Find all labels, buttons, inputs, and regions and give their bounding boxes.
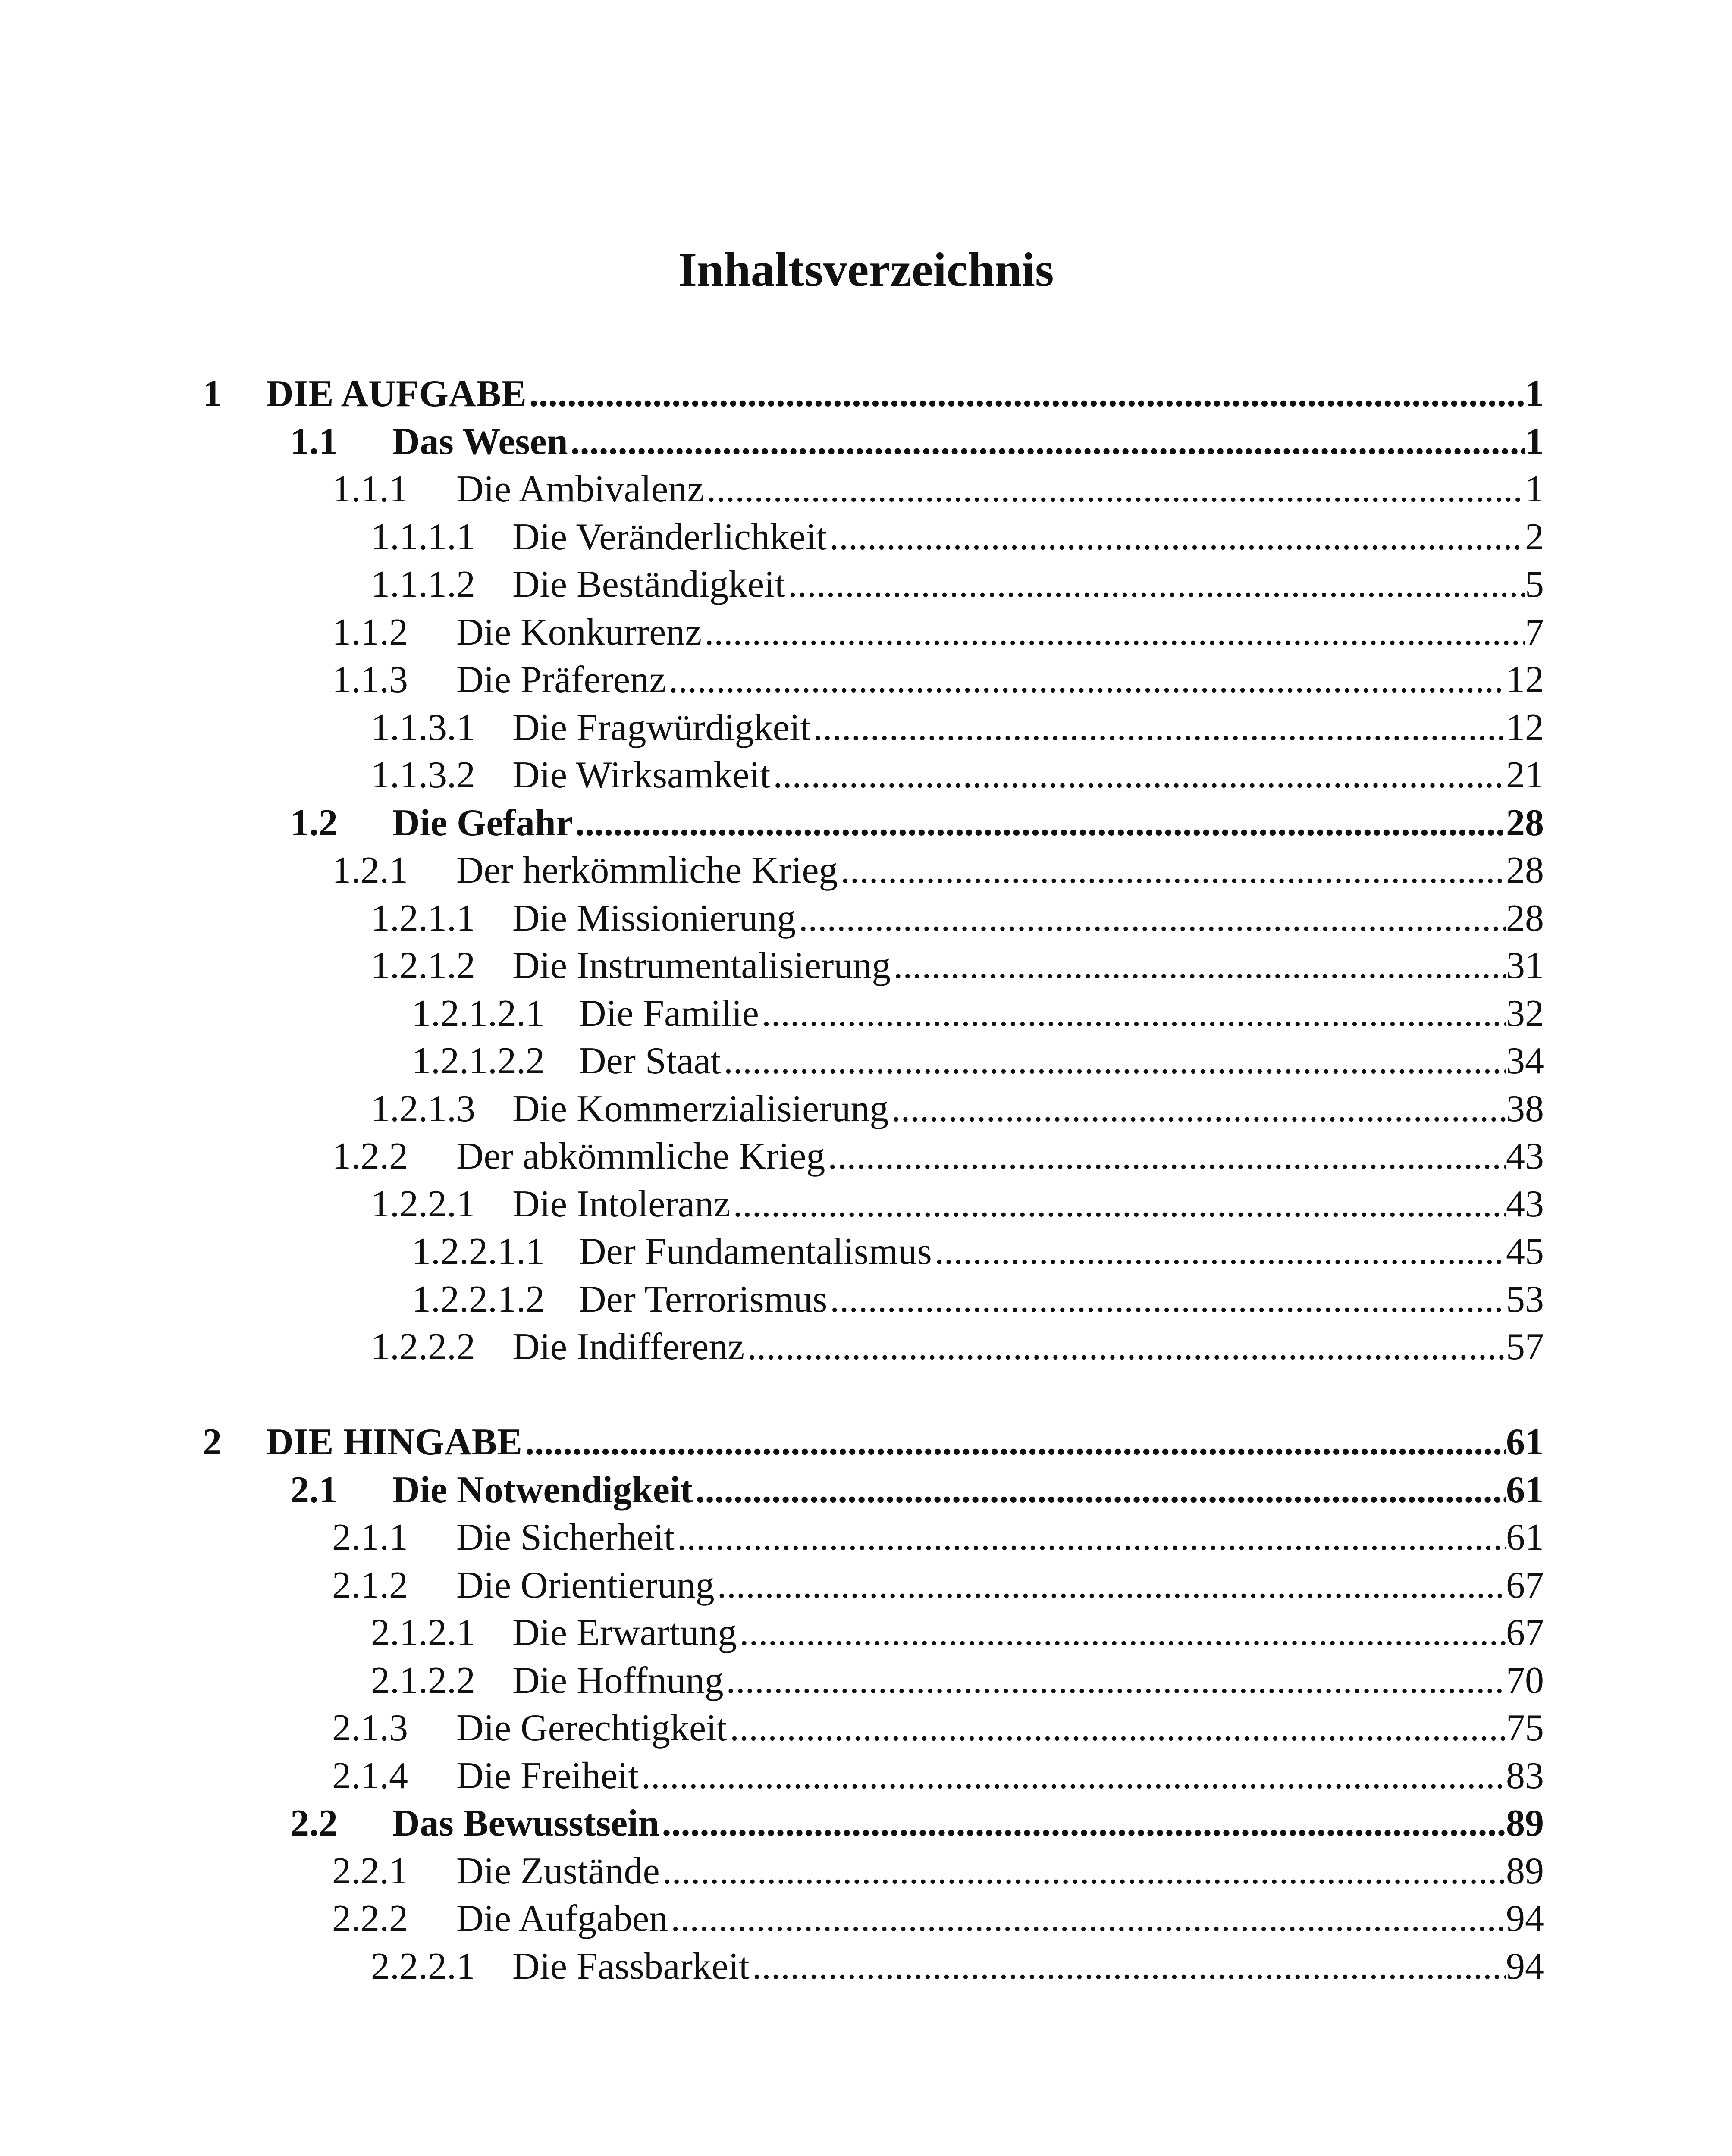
toc-entry-number: 1.1.3.1	[371, 706, 475, 749]
dot-leader	[827, 513, 1525, 561]
toc-entry-title: Die Gerechtigkeit	[456, 1707, 727, 1749]
toc-entry-page-number: 38	[1506, 1087, 1544, 1130]
toc-entry[interactable]	[0, 1704, 1732, 1752]
toc-entry-number: 1.2	[290, 802, 338, 844]
toc-entry-number: 2.1.2.1	[371, 1612, 475, 1654]
toc-entry-page-number: 7	[1525, 611, 1544, 653]
dot-leader	[721, 1037, 1506, 1085]
toc-entry-page-number: 1	[1525, 373, 1544, 415]
dot-leader	[639, 1752, 1506, 1800]
toc-entry[interactable]	[0, 799, 1732, 847]
dot-leader	[750, 1943, 1506, 1990]
dot-leader	[731, 1180, 1506, 1228]
toc-entry-title: Die Präferenz	[456, 659, 666, 701]
toc-entry-title: Die Fassbarkeit	[512, 1945, 750, 1987]
dot-leader	[568, 418, 1525, 466]
toc-entry[interactable]	[0, 656, 1732, 704]
toc-entry-title: Die Beständigkeit	[512, 564, 785, 605]
toc-entry-number: 1.2.2.1	[371, 1183, 475, 1225]
toc-entry-number: 2.1.2.2	[371, 1659, 475, 1702]
toc-entry-number: 2.2.2	[332, 1898, 408, 1940]
toc-entry-title: Der abkömmliche Krieg	[456, 1135, 825, 1177]
toc-entry-number: 1.1.3	[332, 659, 408, 701]
toc-entry-title: Die Aufgaben	[456, 1898, 668, 1940]
toc-entry[interactable]	[0, 751, 1732, 799]
toc-entry-number: 2	[203, 1421, 222, 1463]
toc-entry[interactable]	[0, 894, 1732, 942]
toc-entry-number: 2.2.1	[332, 1850, 408, 1892]
toc-entry-title: Der Terrorismus	[579, 1278, 828, 1320]
dot-leader	[796, 894, 1506, 942]
toc-entry[interactable]	[0, 608, 1732, 656]
dot-leader	[573, 799, 1506, 847]
dot-leader	[888, 1085, 1506, 1133]
toc-entry[interactable]	[0, 1085, 1732, 1133]
dot-leader	[715, 1561, 1506, 1609]
toc-entry-page-number: 12	[1506, 659, 1544, 701]
dot-leader	[527, 370, 1525, 418]
dot-leader	[785, 561, 1525, 608]
dot-leader	[727, 1704, 1506, 1752]
toc-entry-number: 1.2.1	[332, 849, 408, 891]
toc-entry-number: 1.1.2	[332, 611, 408, 653]
toc-entry-page-number: 28	[1506, 802, 1544, 844]
toc-entry[interactable]	[0, 704, 1732, 752]
toc-entry-number: 2.1.2	[332, 1564, 408, 1606]
toc-entry-title: Die Fragwürdigkeit	[512, 706, 811, 749]
toc-entry-page-number: 12	[1506, 706, 1544, 749]
toc-entry[interactable]	[0, 1418, 1732, 1466]
toc-entry-page-number: 67	[1506, 1564, 1544, 1606]
toc-entry[interactable]	[0, 942, 1732, 990]
toc-entry-page-number: 94	[1506, 1898, 1544, 1940]
toc-entry-page-number: 1	[1525, 420, 1544, 463]
dot-leader	[811, 704, 1506, 752]
toc-entry-page-number: 89	[1506, 1850, 1544, 1892]
toc-entry[interactable]	[0, 1180, 1732, 1228]
toc-entry-title: Die Intoleranz	[512, 1183, 731, 1225]
toc-entry-number: 1.2.2.1.1	[412, 1231, 545, 1272]
toc-entry[interactable]	[0, 1228, 1732, 1275]
toc-entry-page-number: 61	[1506, 1421, 1544, 1463]
toc-entry[interactable]	[0, 561, 1732, 608]
toc-entry-title: Die Erwartung	[512, 1612, 737, 1654]
dot-leader	[825, 1132, 1506, 1180]
toc-entry-title: Die Familie	[579, 992, 759, 1034]
toc-entry-page-number: 32	[1506, 992, 1544, 1034]
toc-entry-number: 2.2.2.1	[371, 1945, 475, 1987]
toc-entry-number: 1	[203, 373, 222, 415]
toc-entry[interactable]	[0, 513, 1732, 561]
toc-entry-title: Die Konkurrenz	[456, 611, 702, 653]
dot-leader	[693, 1466, 1506, 1514]
dot-leader	[522, 1418, 1506, 1466]
toc-entry-title: Die Freiheit	[456, 1755, 639, 1797]
dot-leader	[759, 990, 1506, 1037]
toc-entry-number: 1.2.1.2.1	[412, 992, 545, 1034]
toc-entry-title: Die Veränderlichkeit	[512, 516, 827, 558]
toc-entry-title: DIE AUFGABE	[266, 373, 527, 415]
toc-entry-page-number: 61	[1506, 1469, 1544, 1511]
toc-entry-title: Die Kommerzialisierung	[512, 1087, 889, 1130]
dot-leader	[675, 1514, 1506, 1561]
toc-entry-page-number: 43	[1506, 1135, 1544, 1177]
toc-entry[interactable]	[0, 990, 1732, 1037]
toc-entry-page-number: 28	[1506, 849, 1544, 891]
toc-entry-page-number: 53	[1506, 1278, 1544, 1320]
toc-entry-page-number: 57	[1506, 1326, 1544, 1368]
toc-entry-number: 1.1.1.2	[371, 564, 475, 605]
toc-entry[interactable]	[0, 1037, 1732, 1085]
toc-entry-title: Der Fundamentalismus	[579, 1231, 932, 1272]
toc-entry[interactable]	[0, 1466, 1732, 1514]
toc-entry-page-number: 2	[1525, 516, 1544, 558]
toc-entry-number: 2.2	[290, 1802, 338, 1844]
toc-entry-title: Die Wirksamkeit	[512, 754, 771, 796]
toc-entry[interactable]	[0, 1609, 1732, 1657]
toc-entry-title: Die Notwendigkeit	[392, 1469, 693, 1511]
toc-entry-title: Die Ambivalenz	[456, 468, 704, 510]
dot-leader	[666, 656, 1506, 704]
toc-entry-title: Die Hoffnung	[512, 1659, 724, 1702]
toc-entry[interactable]	[0, 418, 1732, 466]
toc-entry[interactable]	[0, 1752, 1732, 1800]
toc-entry-number: 1.2.2.2	[371, 1326, 475, 1368]
toc-entry-number: 1.2.2	[332, 1135, 408, 1177]
toc-entry[interactable]	[0, 846, 1732, 894]
toc-entry-title: Der Staat	[579, 1040, 721, 1082]
toc-entry-number: 2.1.1	[332, 1517, 408, 1558]
toc-entry[interactable]	[0, 370, 1732, 418]
toc-entry-title: DIE HINGABE	[266, 1421, 523, 1463]
dot-leader	[659, 1799, 1506, 1847]
dot-leader	[668, 1895, 1506, 1943]
toc-entry-number: 1.2.1.3	[371, 1087, 475, 1130]
page-title: Inhaltsverzeichnis	[678, 243, 1054, 297]
toc-entry-title: Das Bewusstsein	[392, 1802, 659, 1844]
dot-leader	[724, 1657, 1506, 1705]
toc-entry[interactable]	[0, 1895, 1732, 1943]
toc-entry-number: 2.1	[290, 1469, 338, 1511]
dot-leader	[827, 1275, 1506, 1323]
toc-entry-page-number: 89	[1506, 1802, 1544, 1844]
toc-entry[interactable]	[0, 1847, 1732, 1895]
toc-entry-page-number: 1	[1525, 468, 1544, 510]
dot-leader	[737, 1609, 1506, 1657]
toc-entry-page-number: 83	[1506, 1755, 1544, 1797]
toc-entry[interactable]	[0, 1799, 1732, 1847]
toc-entry[interactable]	[0, 1943, 1732, 1990]
toc-entry-page-number: 94	[1506, 1945, 1544, 1987]
toc-entry[interactable]	[0, 1514, 1732, 1561]
toc-entry[interactable]	[0, 1132, 1732, 1180]
toc-entry-page-number: 34	[1506, 1040, 1544, 1082]
toc-entry-page-number: 21	[1506, 754, 1544, 796]
toc-entry-title: Die Indifferenz	[512, 1326, 745, 1368]
toc-entry-title: Die Missionierung	[512, 897, 796, 939]
toc-entry[interactable]	[0, 465, 1732, 513]
toc-entry-title: Das Wesen	[392, 420, 568, 463]
toc-entry-number: 1.1	[290, 420, 338, 463]
toc-entry-title: Die Zustände	[456, 1850, 660, 1892]
toc-entry-title: Der herkömmliche Krieg	[456, 849, 838, 891]
toc-entry-number: 1.1.1.1	[371, 516, 475, 558]
toc-entry-title: Die Instrumentalisierung	[512, 945, 891, 987]
toc-entry-number: 1.1.1	[332, 468, 408, 510]
toc-entry-number: 2.1.4	[332, 1755, 408, 1797]
toc-entry-page-number: 31	[1506, 945, 1544, 987]
toc-entry-page-number: 43	[1506, 1183, 1544, 1225]
dot-leader	[704, 465, 1525, 513]
toc-entry-number: 1.2.2.1.2	[412, 1278, 545, 1320]
dot-leader	[932, 1228, 1506, 1275]
toc-entry-number: 2.1.3	[332, 1707, 408, 1749]
toc-entry-page-number: 67	[1506, 1612, 1544, 1654]
toc-entry-page-number: 28	[1506, 897, 1544, 939]
toc-entry-page-number: 5	[1525, 564, 1544, 605]
toc-entry-number: 1.2.1.2.2	[412, 1040, 545, 1082]
dot-leader	[744, 1323, 1506, 1371]
toc-entry[interactable]	[0, 1275, 1732, 1323]
toc-entry[interactable]	[0, 1657, 1732, 1705]
toc-entry-page-number: 70	[1506, 1659, 1544, 1702]
toc-entry-page-number: 75	[1506, 1707, 1544, 1749]
toc-entry[interactable]	[0, 1323, 1732, 1371]
dot-leader	[838, 846, 1506, 894]
toc-entry-number: 1.2.1.1	[371, 897, 475, 939]
toc-entry-page-number: 61	[1506, 1517, 1544, 1558]
toc-entry-title: Die Sicherheit	[456, 1517, 675, 1558]
dot-leader	[770, 751, 1506, 799]
dot-leader	[702, 608, 1525, 656]
toc-entry-number: 1.1.3.2	[371, 754, 475, 796]
toc-entry[interactable]	[0, 1561, 1732, 1609]
toc-entry-title: Die Orientierung	[456, 1564, 715, 1606]
toc-entry-title: Die Gefahr	[392, 802, 573, 844]
toc-entry-page-number: 45	[1506, 1231, 1544, 1272]
dot-leader	[660, 1847, 1506, 1895]
dot-leader	[891, 942, 1506, 990]
toc-entry-number: 1.2.1.2	[371, 945, 475, 987]
